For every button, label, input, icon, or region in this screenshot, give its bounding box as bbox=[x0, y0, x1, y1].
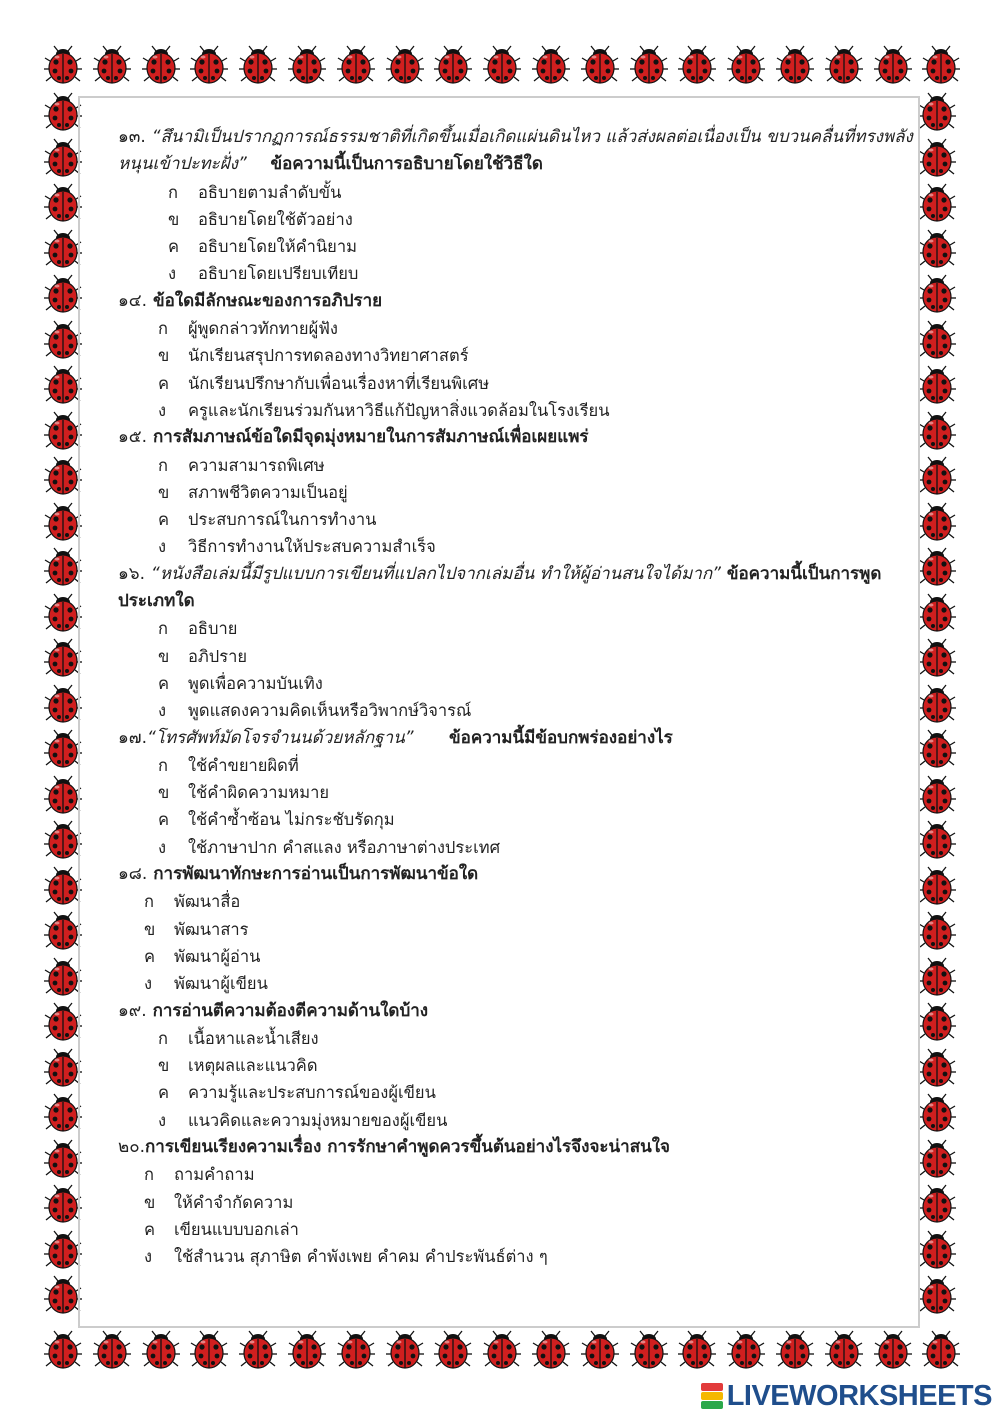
option-text: สภาพชีวิตความเป็นอยู่ bbox=[188, 482, 348, 502]
ladybug-icon bbox=[44, 183, 82, 223]
ladybug-icon bbox=[918, 502, 956, 542]
option-a[interactable] bbox=[118, 179, 918, 206]
option-letter: ก bbox=[168, 182, 178, 202]
ladybug-icon bbox=[44, 547, 82, 587]
ladybug-icon bbox=[918, 1275, 956, 1315]
ladybug-icon bbox=[678, 1330, 716, 1370]
option-letter: ค bbox=[158, 810, 170, 830]
option-letter: ค bbox=[158, 510, 170, 530]
option-b[interactable] bbox=[118, 342, 918, 369]
option-b[interactable] bbox=[118, 779, 918, 806]
ladybug-icon bbox=[918, 1093, 956, 1133]
ladybug-icon bbox=[288, 45, 326, 85]
ladybug-icon bbox=[44, 502, 82, 542]
option-letter: ข bbox=[158, 646, 170, 666]
question-15 bbox=[118, 424, 918, 560]
ladybug-icon bbox=[918, 1002, 956, 1042]
ladybug-icon bbox=[44, 1139, 82, 1179]
ladybug-icon bbox=[44, 138, 82, 178]
question-number: ๑๗. bbox=[118, 727, 147, 748]
option-text: อธิบายโดยใช้ตัวอย่าง bbox=[198, 209, 353, 229]
ladybug-icon bbox=[918, 274, 956, 314]
logo-bar bbox=[701, 1383, 723, 1391]
ladybug-icon bbox=[44, 957, 82, 997]
ladybug-icon bbox=[918, 411, 956, 451]
option-text: นักเรียนสรุปการทดลองทางวิทยาศาสตร์ bbox=[188, 346, 469, 366]
option-text: ใช้สำนวน สุภาษิต คำพังเพย คำคม คำประพันธ์ต่าง ๆ bbox=[174, 1247, 548, 1267]
option-a[interactable] bbox=[118, 615, 918, 642]
question-number: ๑๔. bbox=[118, 290, 148, 311]
option-a[interactable] bbox=[118, 888, 918, 915]
option-letter: ข bbox=[144, 1192, 156, 1212]
ladybug-icon bbox=[918, 1230, 956, 1270]
liveworksheets-logo bbox=[701, 1381, 992, 1411]
ladybug-icon bbox=[918, 957, 956, 997]
option-b[interactable] bbox=[118, 206, 918, 233]
ladybug-icon bbox=[44, 320, 82, 360]
option-text: อภิปราย bbox=[188, 646, 248, 666]
ladybug-icon bbox=[918, 138, 956, 178]
option-text: ใช้ภาษาปาก คำสแลง หรือภาษาต่างประเทศ bbox=[188, 837, 501, 857]
ladybug-icon bbox=[918, 1139, 956, 1179]
ladybug-icon bbox=[44, 866, 82, 906]
option-b[interactable] bbox=[118, 916, 918, 943]
option-letter: ข bbox=[158, 346, 170, 366]
ladybug-icon bbox=[483, 45, 521, 85]
ladybug-icon bbox=[44, 593, 82, 633]
ladybug-icon bbox=[727, 1330, 765, 1370]
option-letter: ข bbox=[168, 209, 180, 229]
option-text: ประสบการณ์ในการทำงาน bbox=[188, 510, 377, 530]
option-b[interactable] bbox=[118, 1052, 918, 1079]
option-letter: ก bbox=[158, 619, 168, 639]
question-text: ข้อความนี้เป็นการอธิบายโดยใช้วิธีใด bbox=[270, 154, 543, 175]
option-a[interactable] bbox=[118, 452, 918, 479]
ladybug-icon bbox=[678, 45, 716, 85]
logo-bar bbox=[701, 1392, 723, 1400]
ladybug-icon bbox=[918, 820, 956, 860]
ladybug-icon bbox=[918, 866, 956, 906]
question-number: ๑๕. bbox=[118, 427, 148, 448]
question-text: การอ่านตีความต้องตีความด้านใดบ้าง bbox=[152, 1000, 429, 1021]
ladybug-icon bbox=[874, 1330, 912, 1370]
ladybug-icon bbox=[288, 1330, 326, 1370]
ladybug-icon bbox=[918, 1184, 956, 1224]
option-letter: ง bbox=[158, 400, 167, 420]
option-text: อธิบายโดยให้คำนิยาม bbox=[198, 237, 357, 257]
ladybug-icon bbox=[239, 45, 277, 85]
ladybug-icon bbox=[44, 775, 82, 815]
ladybug-icon bbox=[142, 1330, 180, 1370]
ladybug-icon bbox=[918, 456, 956, 496]
ladybug-icon bbox=[922, 1330, 960, 1370]
ladybug-icon bbox=[44, 729, 82, 769]
ladybug-icon bbox=[918, 320, 956, 360]
option-letter: ค bbox=[144, 1219, 156, 1239]
option-letter: ก bbox=[158, 455, 168, 475]
ladybug-icon bbox=[918, 183, 956, 223]
question-quote: “โทรศัพท์มัดโจรจำนนด้วยหลักฐาน” bbox=[146, 727, 414, 748]
question-number: ๑๓. bbox=[118, 127, 146, 147]
question-number: ๒๐. bbox=[118, 1136, 145, 1157]
option-letter: ก bbox=[144, 1165, 154, 1185]
question-text: การพัฒนาทักษะการอ่านเป็นการพัฒนาข้อใด bbox=[153, 864, 479, 885]
option-text: ใช้คำซ้ำซ้อน ไม่กระชับรัดกุม bbox=[188, 810, 395, 830]
option-text: ถามคำถาม bbox=[174, 1165, 255, 1185]
logo-text: LIVEWORKSHEETS bbox=[726, 1379, 992, 1412]
ladybug-icon bbox=[918, 775, 956, 815]
ladybug-icon bbox=[922, 45, 960, 85]
option-text: ใช้คำขยายผิดที่ bbox=[188, 755, 299, 775]
ladybug-icon bbox=[918, 229, 956, 269]
option-d[interactable] bbox=[118, 834, 918, 861]
ladybug-icon bbox=[727, 45, 765, 85]
question-number: ๑๘. bbox=[118, 864, 148, 885]
option-text: พูดแสดงความคิดเห็นหรือวิพากษ์วิจารณ์ bbox=[188, 701, 472, 721]
question-number: ๑๙. bbox=[118, 1000, 147, 1021]
option-a[interactable] bbox=[118, 752, 918, 779]
ladybug-icon bbox=[44, 1048, 82, 1088]
ladybug-icon bbox=[44, 684, 82, 724]
ladybug-icon bbox=[44, 911, 82, 951]
option-text: ใช้คำผิดความหมาย bbox=[188, 783, 330, 803]
ladybug-icon bbox=[918, 729, 956, 769]
question-text: การเขียนเรียงความเรื่อง การรักษาคำพูดควรขึ้นต้นอย่างไรจึงจะน่าสนใจ bbox=[145, 1136, 670, 1157]
question-17 bbox=[118, 725, 918, 861]
option-text: พูดเพื่อความบันเทิง bbox=[188, 673, 323, 693]
liveworksheets-logo-icon bbox=[701, 1383, 723, 1409]
ladybug-icon bbox=[190, 1330, 228, 1370]
option-b[interactable] bbox=[118, 479, 918, 506]
ladybug-icon bbox=[434, 45, 472, 85]
option-text: อธิบายตามลำดับขั้น bbox=[198, 182, 342, 202]
question-text: ข้อความนี้มีข้อบกพร่องอย่างไร bbox=[449, 727, 673, 748]
ladybug-icon bbox=[918, 593, 956, 633]
ladybug-icon bbox=[483, 1330, 521, 1370]
option-d[interactable] bbox=[118, 697, 918, 724]
option-text: วิธีการทำงานให้ประสบความสำเร็จ bbox=[188, 537, 436, 557]
option-text: อธิบายโดยเปรียบเทียบ bbox=[198, 264, 359, 284]
option-letter: ง bbox=[144, 974, 153, 994]
ladybug-icon bbox=[630, 45, 668, 85]
option-a[interactable] bbox=[118, 315, 918, 342]
option-letter: ก bbox=[158, 319, 168, 339]
question-text: การสัมภาษณ์ข้อใดมีจุดมุ่งหมายในการสัมภาษณ์เพื่อเผยแพร่ bbox=[152, 427, 589, 448]
option-text: พัฒนาผู้เขียน bbox=[174, 974, 268, 994]
question-14 bbox=[118, 288, 918, 424]
ladybug-icon bbox=[825, 1330, 863, 1370]
question-text: ข้อใดมีลักษณะของการอภิปราย bbox=[152, 290, 383, 311]
logo-bar bbox=[701, 1401, 723, 1409]
option-text: พัฒนาสาร bbox=[174, 919, 249, 939]
ladybug-icon bbox=[918, 365, 956, 405]
ladybug-icon bbox=[44, 1093, 82, 1133]
ladybug-icon bbox=[44, 820, 82, 860]
ladybug-icon bbox=[825, 45, 863, 85]
ladybug-icon bbox=[386, 45, 424, 85]
option-d[interactable] bbox=[118, 260, 918, 287]
ladybug-icon bbox=[44, 274, 82, 314]
option-text: ความสามารถพิเศษ bbox=[188, 455, 325, 475]
option-letter: ง bbox=[158, 701, 167, 721]
ladybug-icon bbox=[918, 911, 956, 951]
option-text: ความรู้และประสบการณ์ของผู้เขียน bbox=[188, 1083, 436, 1103]
option-c[interactable] bbox=[118, 943, 918, 970]
question-quote: “สึนามิเป็นปรากฏการณ์ธรรมชาติที่เกิดขึ้นเมื่อเกิดแผ่นดินไหว แล้วส่งผลต่อเนื่องเป็น ขบวนคลื่นที่ทรงพลังหนุนเข้าปะทะฝั่ง” bbox=[118, 127, 913, 175]
ladybug-icon bbox=[918, 638, 956, 678]
question-20 bbox=[118, 1134, 918, 1270]
ladybug-icon bbox=[44, 1230, 82, 1270]
ladybug-icon bbox=[44, 92, 82, 132]
option-text: นักเรียนปรึกษากับเพื่อนเรื่องหาที่เรียนพิเศษ bbox=[188, 373, 490, 393]
question-quote: “หนังสือเล่มนี้มีรูปแบบการเขียนที่แปลกไปจากเล่มอื่น ทำให้ผู้อ่านสนใจได้มาก” bbox=[150, 563, 721, 584]
option-letter: ง bbox=[158, 537, 167, 557]
ladybug-icon bbox=[44, 411, 82, 451]
option-text: ให้คำจำกัดความ bbox=[174, 1192, 294, 1212]
option-letter: ง bbox=[158, 1110, 167, 1130]
option-text: อธิบาย bbox=[188, 619, 238, 639]
option-letter: ค bbox=[168, 237, 180, 257]
option-text: เหตุผลและแนวคิด bbox=[188, 1056, 318, 1076]
ladybug-icon bbox=[874, 45, 912, 85]
option-a[interactable] bbox=[118, 1161, 918, 1188]
question-19 bbox=[118, 998, 918, 1134]
ladybug-icon bbox=[44, 456, 82, 496]
option-text: ครูและนักเรียนร่วมกันหาวิธีแก้ปัญหาสิ่งแวดล้อมในโรงเรียน bbox=[188, 400, 610, 420]
ladybug-icon bbox=[93, 45, 131, 85]
ladybug-icon bbox=[581, 45, 619, 85]
ladybug-icon bbox=[44, 365, 82, 405]
option-c[interactable] bbox=[118, 506, 918, 533]
ladybug-icon bbox=[44, 1330, 82, 1370]
option-text: พัฒนาสื่อ bbox=[174, 892, 241, 912]
ladybug-icon bbox=[44, 638, 82, 678]
option-letter: ค bbox=[144, 946, 156, 966]
ladybug-icon bbox=[93, 1330, 131, 1370]
option-d[interactable] bbox=[118, 397, 918, 424]
option-letter: ค bbox=[158, 1083, 170, 1103]
ladybug-icon bbox=[44, 229, 82, 269]
option-c[interactable] bbox=[118, 670, 918, 697]
option-text: เนื้อหาและน้ำเสียง bbox=[188, 1028, 319, 1048]
question-list bbox=[118, 124, 918, 1270]
question-16 bbox=[118, 561, 918, 725]
ladybug-icon bbox=[532, 1330, 570, 1370]
ladybug-icon bbox=[190, 45, 228, 85]
option-letter: ข bbox=[158, 783, 170, 803]
option-letter: ข bbox=[144, 919, 156, 939]
ladybug-icon bbox=[44, 1275, 82, 1315]
option-b[interactable] bbox=[118, 1189, 918, 1216]
option-c[interactable] bbox=[118, 1216, 918, 1243]
ladybug-icon bbox=[434, 1330, 472, 1370]
option-letter: ค bbox=[158, 673, 170, 693]
question-number: ๑๖. bbox=[118, 563, 145, 584]
option-letter: ง bbox=[158, 837, 167, 857]
ladybug-icon bbox=[532, 45, 570, 85]
option-d[interactable] bbox=[118, 533, 918, 560]
ladybug-icon bbox=[581, 1330, 619, 1370]
option-b[interactable] bbox=[118, 643, 918, 670]
option-letter: ก bbox=[158, 1028, 168, 1048]
option-text: ผู้พูดกล่าวทักทายผู้ฟัง bbox=[188, 319, 338, 339]
ladybug-icon bbox=[918, 547, 956, 587]
ladybug-icon bbox=[776, 45, 814, 85]
question-13 bbox=[118, 124, 918, 288]
ladybug-icon bbox=[44, 45, 82, 85]
option-d[interactable] bbox=[118, 970, 918, 997]
ladybug-icon bbox=[337, 1330, 375, 1370]
option-text: พัฒนาผู้อ่าน bbox=[174, 946, 261, 966]
option-letter: ง bbox=[168, 264, 177, 284]
option-d[interactable] bbox=[118, 1107, 918, 1134]
option-d[interactable] bbox=[118, 1243, 918, 1270]
option-letter: ข bbox=[158, 1056, 170, 1076]
option-c[interactable] bbox=[118, 233, 918, 260]
question-text: ข้อความนี้เป็นการพูดประเภทใด bbox=[118, 563, 882, 612]
option-letter: ก bbox=[158, 755, 168, 775]
ladybug-icon bbox=[337, 45, 375, 85]
option-letter: ง bbox=[144, 1247, 153, 1267]
ladybug-icon bbox=[630, 1330, 668, 1370]
option-c[interactable] bbox=[118, 1079, 918, 1106]
ladybug-icon bbox=[918, 1048, 956, 1088]
ladybug-icon bbox=[239, 1330, 277, 1370]
ladybug-icon bbox=[142, 45, 180, 85]
option-text: เขียนแบบบอกเล่า bbox=[174, 1219, 299, 1239]
ladybug-icon bbox=[918, 92, 956, 132]
ladybug-icon bbox=[918, 684, 956, 724]
option-c[interactable] bbox=[118, 806, 918, 833]
option-c[interactable] bbox=[118, 370, 918, 397]
question-18 bbox=[118, 861, 918, 997]
option-letter: ข bbox=[158, 482, 170, 502]
option-letter: ก bbox=[144, 892, 154, 912]
ladybug-icon bbox=[44, 1184, 82, 1224]
option-text: แนวคิดและความมุ่งหมายของผู้เขียน bbox=[188, 1110, 448, 1130]
option-a[interactable] bbox=[118, 1025, 918, 1052]
ladybug-icon bbox=[44, 1002, 82, 1042]
ladybug-icon bbox=[776, 1330, 814, 1370]
ladybug-icon bbox=[386, 1330, 424, 1370]
option-letter: ค bbox=[158, 373, 170, 393]
